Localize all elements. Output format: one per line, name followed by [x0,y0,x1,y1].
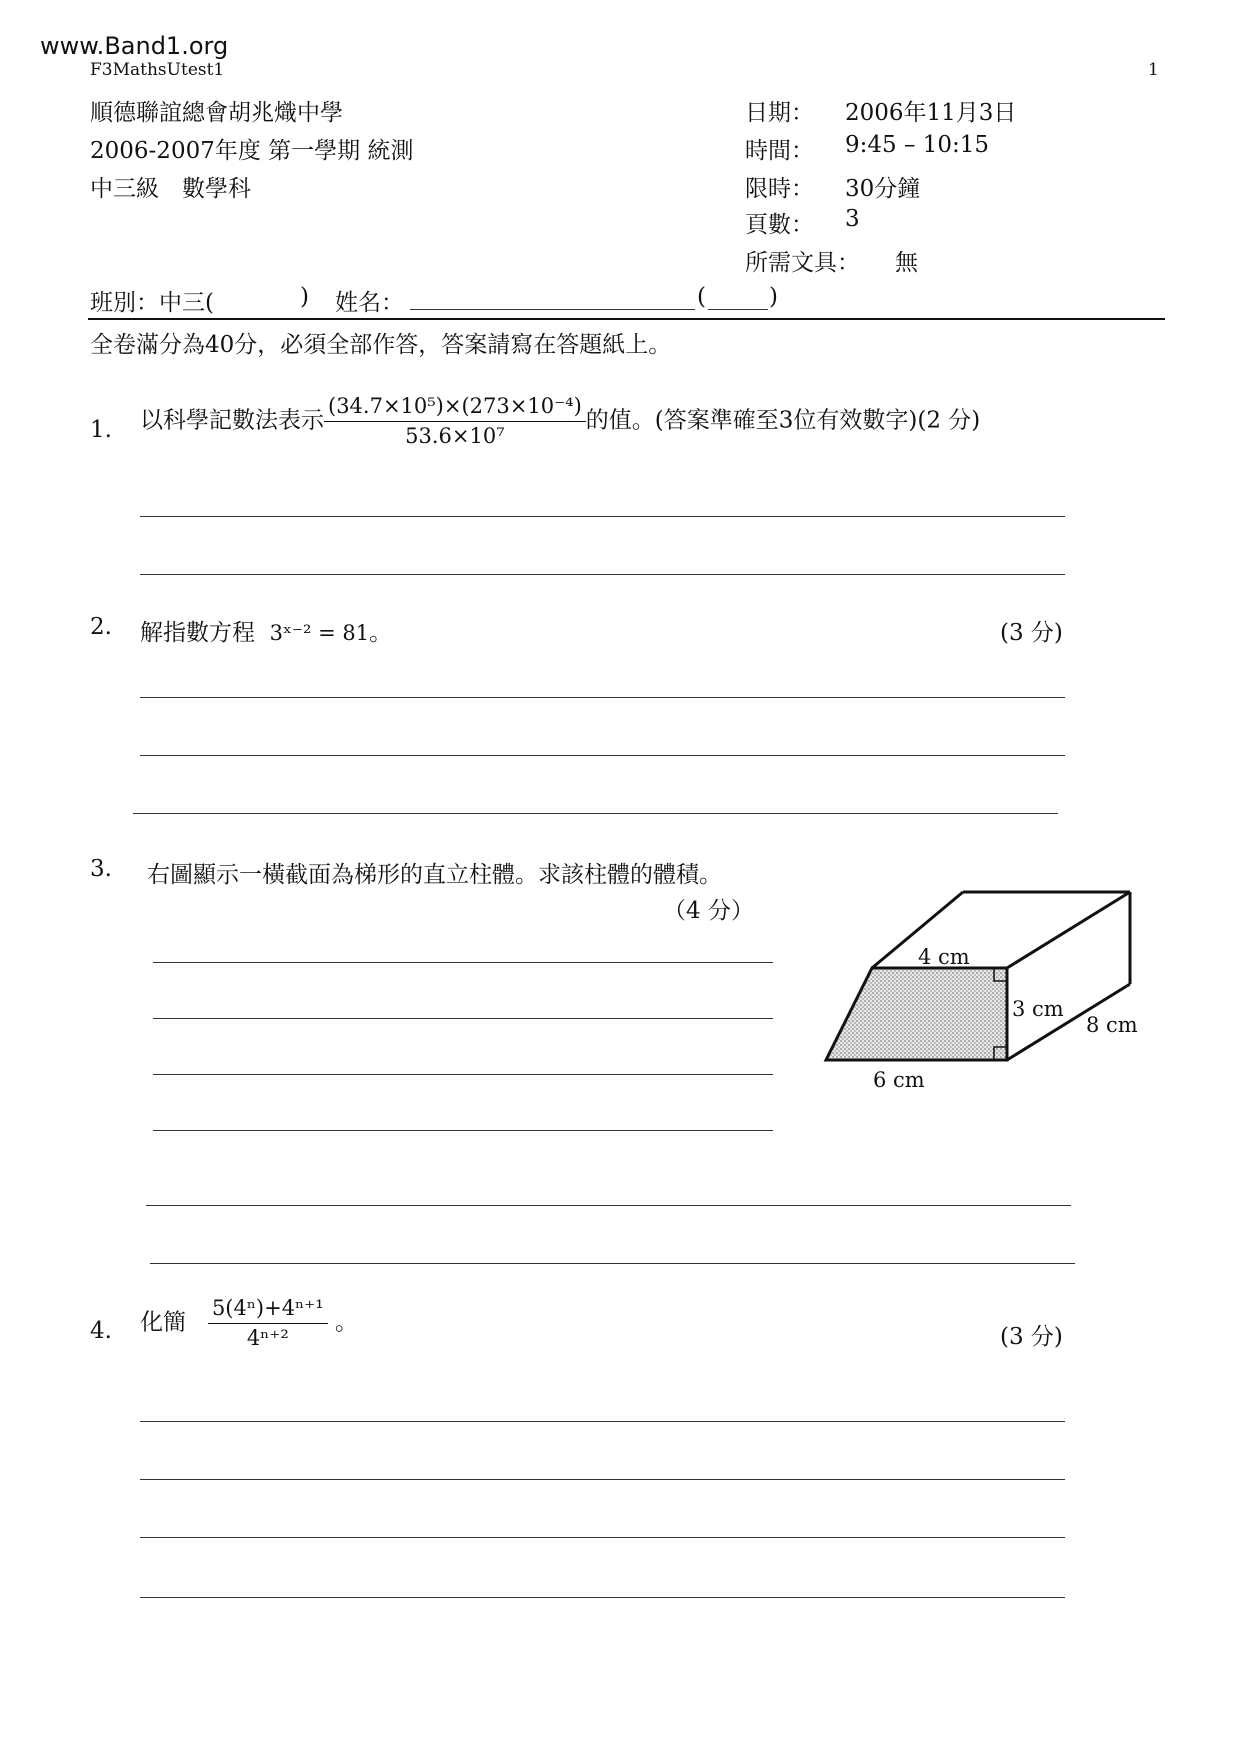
number-close: ) [769,284,778,310]
q2-period: 。 [369,620,393,646]
watermark: www.Band1.org [40,32,229,60]
q3-marks: （4 分） [663,898,754,924]
q2-text [140,614,392,647]
q1-fraction [324,394,586,449]
answer-line[interactable] [153,962,773,963]
name-label: 姓名： [335,290,404,316]
q2-marks: (3 分) [1000,620,1063,646]
answer-line[interactable] [146,1205,1071,1206]
answer-line[interactable] [150,1263,1075,1264]
prism-edge [1007,892,1130,968]
q4-fraction [208,1296,328,1351]
trapezoid-face [826,968,1007,1060]
time-label: 時間： [745,138,814,164]
answer-line[interactable] [140,516,1065,517]
q2-equation: 3ˣ⁻² = 81 [269,621,370,645]
q1-number: 1. [90,417,112,443]
answer-line[interactable] [140,1597,1065,1598]
answer-line[interactable] [140,697,1065,698]
answer-line[interactable] [133,813,1058,814]
answer-line[interactable] [140,1537,1065,1538]
class-label: 班別：中三( [90,290,214,316]
answer-line[interactable] [140,574,1065,575]
answer-line[interactable] [153,1074,773,1075]
q3-number: 3. [90,856,112,882]
limit-label: 限時： [745,176,814,202]
q2-lead: 解指數方程 [140,620,255,646]
time-value: 9:45 – 10:15 [845,132,990,158]
doc-code: F3MathsUtest1 [90,60,225,80]
q4-numerator: 5(4ⁿ)+4ⁿ⁺¹ [208,1296,328,1324]
term: 2006-2007年度 第一學期 統測 [90,138,414,164]
answer-line[interactable] [153,1018,773,1019]
q3-text: 右圖顯示一橫截面為梯形的直立柱體。求該柱體的體積。 [147,862,722,888]
q4-number: 4. [90,1318,112,1344]
date-value: 2006年11月3日 [845,100,1017,126]
q1-text [140,394,980,449]
answer-line[interactable] [140,1421,1065,1422]
class-close: ) [300,284,309,310]
answer-line[interactable] [140,755,1065,756]
materials-label: 所需文具： [745,250,860,276]
answer-line[interactable] [153,1130,773,1131]
q4-period: 。 [335,1309,358,1336]
q4-lead: 化簡 [140,1309,186,1336]
name-blank[interactable] [410,309,695,310]
number-open: ( [697,284,706,310]
number-blank[interactable] [708,309,768,310]
q1-tail: 的值。(答案準確至3位有效數字)(2 分) [585,407,981,434]
date-label: 日期： [745,100,814,126]
label-bottom: 6 cm [873,1068,925,1092]
q2-number: 2. [90,614,112,640]
label-top: 4 cm [918,945,970,969]
q4-marks: (3 分) [1000,1324,1063,1350]
materials-value: 無 [895,250,918,276]
limit-value: 30分鐘 [845,176,921,202]
answer-line[interactable] [140,1479,1065,1480]
q1-numerator: (34.7×10⁵)×(273×10⁻⁴) [324,394,586,422]
pages-value: 3 [845,206,860,232]
page-number: 1 [1148,60,1159,80]
subject: 中三級 數學科 [90,176,251,202]
q1-denominator: 53.6×10⁷ [405,424,505,449]
q4-denominator: 4ⁿ⁺² [246,1326,289,1351]
prism-figure [800,880,1160,1100]
label-height: 3 cm [1012,997,1064,1021]
header-rule [88,318,1165,320]
q4-text [140,1296,358,1351]
instructions: 全卷滿分為40分，必須全部作答，答案請寫在答題紙上。 [90,332,672,358]
label-depth: 8 cm [1086,1013,1138,1037]
pages-label: 頁數： [745,212,814,238]
school-name: 順德聯誼總會胡兆熾中學 [90,100,343,126]
q1-lead: 以科學記數法表示 [140,407,324,434]
